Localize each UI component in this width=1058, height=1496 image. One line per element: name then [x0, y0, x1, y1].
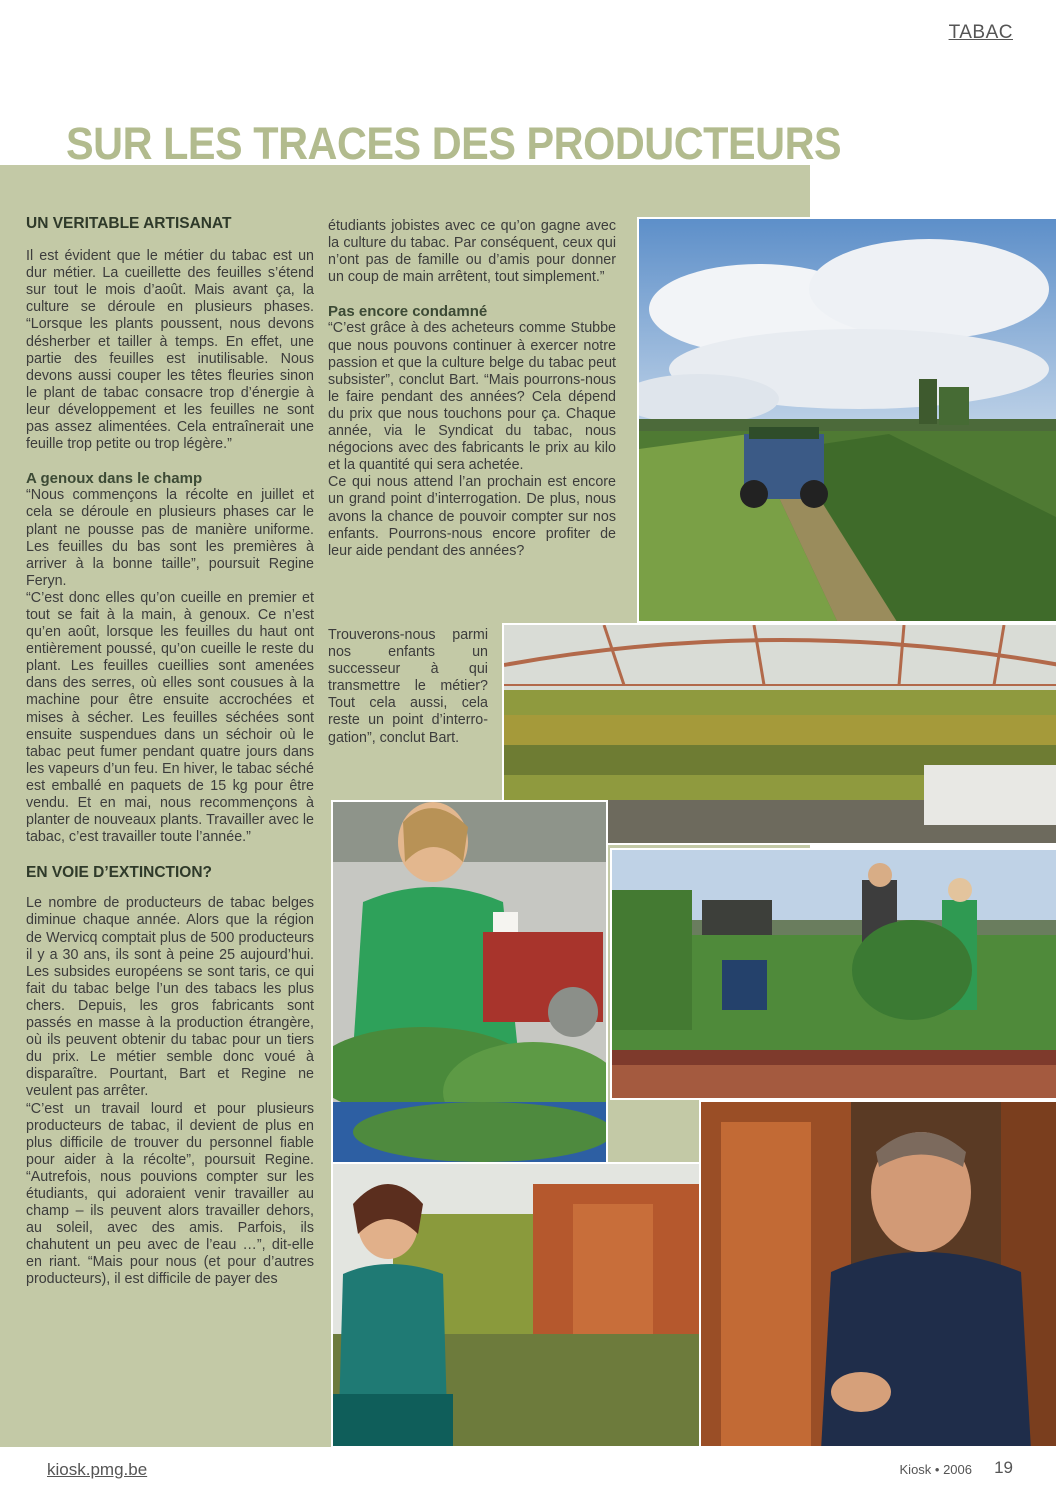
- text-column-2: [328, 218, 616, 560]
- text-column-1: [26, 215, 314, 1289]
- paragraph: étudiants jobistes avec ce qu’on gagne avec la culture du tabac. Par conséquent, ceux qui n’ont pas de famille ou d’amis pour donner un coup de main arrêtent, tout simplement.”: [328, 218, 616, 286]
- photo-tractor-field: [637, 217, 1058, 623]
- page-number: 19: [994, 1458, 1013, 1477]
- subheading-condamne: Pas encore condamné: [328, 303, 488, 321]
- text-column-2-narrow: [328, 627, 488, 747]
- footer-magazine-label: Kiosk • 2006: [899, 1462, 972, 1477]
- section-tag[interactable]: TABAC: [948, 22, 1013, 43]
- subheading-genoux: A genoux dans le champ: [26, 470, 203, 488]
- footer-url-link[interactable]: kiosk.pmg.be: [47, 1460, 148, 1479]
- photo-woman-sewing-leaves: [331, 800, 608, 1164]
- photo-field-harvest: [610, 848, 1058, 1100]
- paragraph: “Nous commençons la récolte en juillet et cela se déroule en plusieurs phases car le plant ne pousse pas de manière uniforme. Les feuilles du bas sont les premières à arriver à la bonne taille”, poursuit Regine Feryn.: [26, 487, 314, 589]
- paragraph: Le nombre de producteurs de tabac belges diminue chaque année. Alors que la région de Wervicq comptait plus de 500 producteurs il y a 30 ans, ils sont à peine 25 aujourd’hui. Les subsides européens se sont taris, ce qui fait du tabac belge l’un des tabacs les plus chers. Depuis, les gros fabricants sont passés en masse à la production étrangère, où ils peuvent obtenir du tabac pour un tiers du prix. Le métier semble donc voué à disparaître. Pourtant, Bart et Regine ne veulent pas arrêter.: [26, 895, 314, 1100]
- photo-woman-dried-leaves: [331, 1162, 701, 1448]
- paragraph: Il est évident que le métier du tabac est un dur métier. La cueillette des feuilles s’étend sur tout le mois d’août. Mais avant ça, la culture se déroule en plusieurs phases. “Lorsque les plants poussent, nous devons désherber et tailler à temps. En effet, une partie des feuilles est inutilisable. Nous devons aussi couper les têtes fleuries sinon le plant de tabac consacre trop d’énergie à leur développement et les feuilles ne sont pas assez alimentées. Cela entraînerait une feuille trop petite ou trop légère.”: [26, 248, 314, 453]
- photo-man-dried-tobacco: [699, 1100, 1058, 1448]
- article-title: SUR LES TRACES DES PRODUCTEURS: [66, 118, 842, 169]
- paragraph: “C’est un travail lourd et pour plusieurs producteurs de tabac, il devient de plus en plus difficile de trouver du personnel fiable pour aider à la récolte”, poursuit Regine. “Autrefois, nous pouvions compter sur les étudiants, qui adoraient venir travailler au champ – ils peuvent alors travailler dehors, au soleil, avec des amis. Parfois, ils chahutent un peu avec de l’eau …”, dit-elle en riant. “Mais pour nous (et pour d’autres producteurs), il est difficile de payer des: [26, 1100, 314, 1288]
- paragraph: “C’est grâce à des acheteurs comme Stubbe que nous pouvons continuer à exercer notre passion et que la culture belge du tabac peut subsister”, conclut Bart. “Mais pourrons-nous le faire pendant des années? Cela dépend du prix que nous touchons pour ça. Chaque année, via le Syndicat du tabac, nous négocions avec des fabricants le prix au kilo et la quantité qui sera achetée.: [328, 320, 616, 474]
- paragraph: Trouverons-nous parmi nos enfants un successeur à qui transmettre le métier? Tout cela aussi, cela reste un point d’interro-gation”, conclut Bart.: [328, 627, 488, 746]
- heading-extinction: EN VOIE D’EXTINCTION?: [26, 864, 213, 882]
- paragraph: “C’est donc elles qu’on cueille en premier et tout se fait à la main, à genoux. Ce n’est qu’en août, lorsque les feuilles du haut ont entièrement poussé, qu’on cueille le reste du plant. Les feuilles cueillies sont amenées dans des serres, où elles sont cousues à la machine pour être ensuite accrochées et mises à sécher. Les feuilles séchées sont ensuite suspendues dans un séchoir où le tabac peut fumer pendant quatre jours dans les vapeurs d’un feu. En hiver, le tabac séché est emballé en paquets de 15 kg pour être vendu. Et en mai, nous recommençons à planter de nouveaux plants. Travailler avec le tabac, c’est travailler toute l’année.”: [26, 589, 314, 846]
- heading-artisanat: UN VERITABLE ARTISANAT: [26, 215, 232, 232]
- paragraph: Ce qui nous attend l’an prochain est encore un grand point d’interrogation. De plus, nous avons la chance de pouvoir compter sur nos enfants. Pourrons-nous encore profiter de leur aide pendant des années?: [328, 474, 616, 559]
